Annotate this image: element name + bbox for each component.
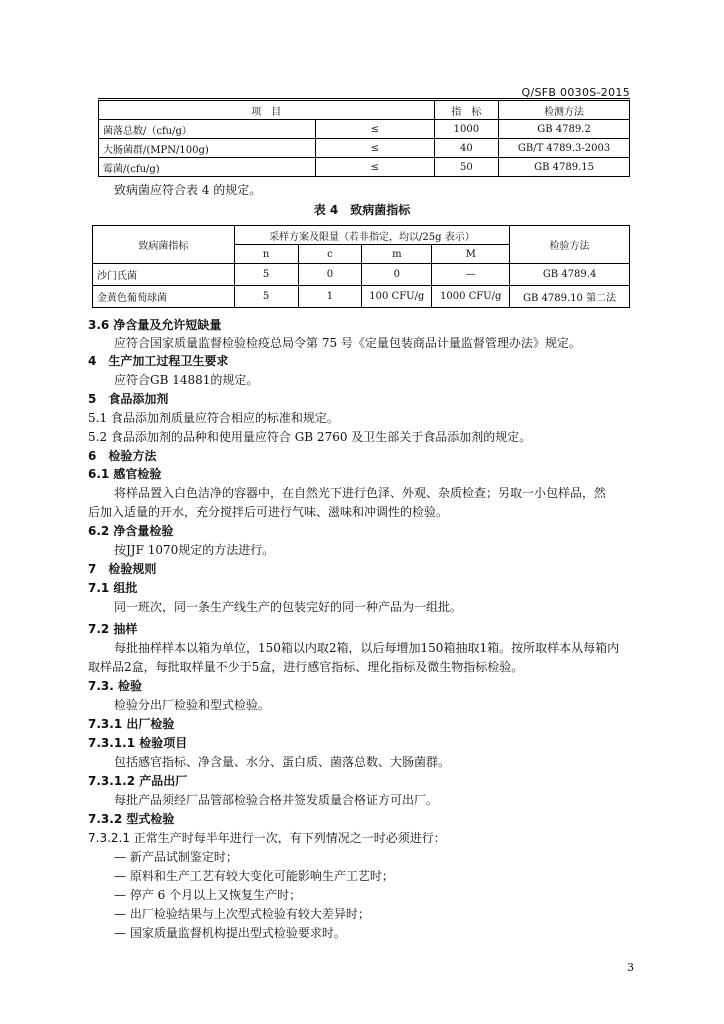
section-5-title: 5 食品添加剂 <box>88 392 169 406</box>
table-header-row <box>99 101 630 120</box>
pathogen-note: 致病菌应符合表 4 的规定。 <box>114 183 262 197</box>
row-method: GB 4789.4 <box>510 264 630 286</box>
row-item: 菌落总数/（cfu/g） <box>99 120 316 139</box>
row-n: 5 <box>234 264 298 286</box>
header-sampling: 采样方案及限量（若非指定，均以/25g 表示） <box>234 226 509 245</box>
row-method: GB/T 4789.3-2003 <box>499 139 630 158</box>
row-item: 大肠菌群/(MPN/100g) <box>99 139 316 158</box>
table-header-row <box>93 226 630 245</box>
row-value: 40 <box>434 139 499 158</box>
section-3-6-title: 3.6 净含量及允许短缺量 <box>88 318 222 332</box>
row-M: 1000 CFU/g <box>432 286 510 308</box>
section-5-2: 5.2 食品添加剂的品种和使用量应符合 GB 2760 及卫生部关于食品添加剂的规定。 <box>88 430 532 444</box>
row-value: 50 <box>434 158 499 177</box>
section-7-3-2-title: 7.3.2 型式检验 <box>88 812 175 826</box>
header-method: 检验方法 <box>510 226 630 264</box>
pathogen-table <box>92 225 630 308</box>
row-M: — <box>432 264 510 286</box>
row-method: GB 4789.2 <box>499 120 630 139</box>
table-row <box>93 264 630 286</box>
section-7-1-title: 7.1 组批 <box>88 581 138 595</box>
section-7-3-1-title: 7.3.1 出厂检验 <box>88 717 175 731</box>
section-4-title: 4 生产加工过程卫生要求 <box>88 354 229 368</box>
list-item: — 原料和生产工艺有较大变化可能影响生产工艺时； <box>114 869 394 883</box>
section-7-2-text-line1: 每批抽样样本以箱为单位，150箱以内取2箱，以后每增加150箱抽取1箱。按所取样本从每箱内 <box>114 641 620 655</box>
row-n: 5 <box>234 286 298 308</box>
row-m: 0 <box>362 264 432 286</box>
list-item: — 出厂检验结果与上次型式检验有较大差异时； <box>114 907 370 921</box>
section-7-3-1-1-title: 7.3.1.1 检验项目 <box>88 736 188 750</box>
section-5-1: 5.1 食品添加剂质量应符合相应的标准和规定。 <box>88 411 339 425</box>
table4-caption: 表 4 致病菌指标 <box>313 203 411 217</box>
row-name: 沙门氏菌 <box>93 264 235 286</box>
header-indicator: 指 标 <box>434 101 499 120</box>
table-row <box>93 286 630 308</box>
table-row <box>99 158 630 177</box>
table-row <box>99 139 630 158</box>
section-7-2-title: 7.2 抽样 <box>88 622 138 636</box>
row-method: GB 4789.10 第二法 <box>510 286 630 308</box>
section-7-3-1-1-text: 包括感官指标、净含量、水分、蛋白质、菌落总数、大肠菌群。 <box>114 755 451 769</box>
row-cmp: ≤ <box>316 139 435 158</box>
row-c: 1 <box>298 286 362 308</box>
section-7-3-title: 7.3. 检验 <box>88 679 142 693</box>
row-m: 100 CFU/g <box>362 286 432 308</box>
list-item: — 新产品试制鉴定时； <box>114 850 238 864</box>
row-value: 1000 <box>434 120 499 139</box>
subheader-m: m <box>362 245 432 264</box>
subheader-n: n <box>234 245 298 264</box>
section-6-1-title: 6.1 感官检验 <box>88 467 162 481</box>
subheader-M: M <box>432 245 510 264</box>
list-item: — 停产 6 个月以上又恢复生产时； <box>114 888 302 902</box>
table-row <box>99 120 630 139</box>
header-rule <box>98 98 630 99</box>
section-7-2-text-line2: 取样品2盒，每批取样量不少于5盒，进行感官指标、理化指标及微生物指标检验。 <box>88 660 524 674</box>
section-4-text: 应符合GB 14881的规定。 <box>114 373 259 387</box>
row-method: GB 4789.15 <box>499 158 630 177</box>
row-name: 金黄色葡萄球菌 <box>93 286 235 308</box>
row-cmp: ≤ <box>316 120 435 139</box>
section-3-6-text: 应符合国家质量监督检验检疫总局令第 75 号《定量包装商品计量监督管理办法》规定。 <box>114 336 581 350</box>
section-7-3-1-2-title: 7.3.1.2 产品出厂 <box>88 774 188 788</box>
header-method: 检测方法 <box>499 101 630 120</box>
header-pathogen: 致病菌指标 <box>93 226 235 264</box>
document-code: Q/SFB 0030S-2015 <box>521 86 630 99</box>
section-7-3-2-1: 7.3.2.1 正常生产时每半年进行一次，有下列情况之一时必须进行： <box>88 831 446 845</box>
section-7-1-text: 同一班次，同一条生产线生产的包装完好的同一种产品为一组批。 <box>114 600 463 614</box>
row-cmp: ≤ <box>316 158 435 177</box>
row-c: 0 <box>298 264 362 286</box>
section-6-title: 6 检验方法 <box>88 449 157 463</box>
page-number: 3 <box>627 961 634 974</box>
row-item: 霉菌/(cfu/g) <box>99 158 316 177</box>
section-6-1-text-line1: 将样品置入白色洁净的容器中，在自然光下进行色泽、外观、杂质检查；另取一小包样品，然 <box>114 486 607 500</box>
header-item: 项 目 <box>99 101 435 120</box>
section-6-2-title: 6.2 净含量检验 <box>88 524 174 538</box>
section-7-3-text: 检验分出厂检验和型式检验。 <box>114 698 271 712</box>
section-7-title: 7 检验规则 <box>88 562 157 576</box>
section-6-1-text-line2: 后加入适量的开水，充分搅拌后可进行气味、滋味和冲调性的检验。 <box>88 505 449 519</box>
subheader-c: c <box>298 245 362 264</box>
section-7-3-1-2-text: 每批产品须经厂品管部检验合格并签发质量合格证方可出厂。 <box>114 793 439 807</box>
microbial-limits-table <box>98 100 630 177</box>
list-item: — 国家质量监督机构提出型式检验要求时。 <box>114 926 346 940</box>
section-6-2-text: 按JJF 1070规定的方法进行。 <box>114 543 275 557</box>
